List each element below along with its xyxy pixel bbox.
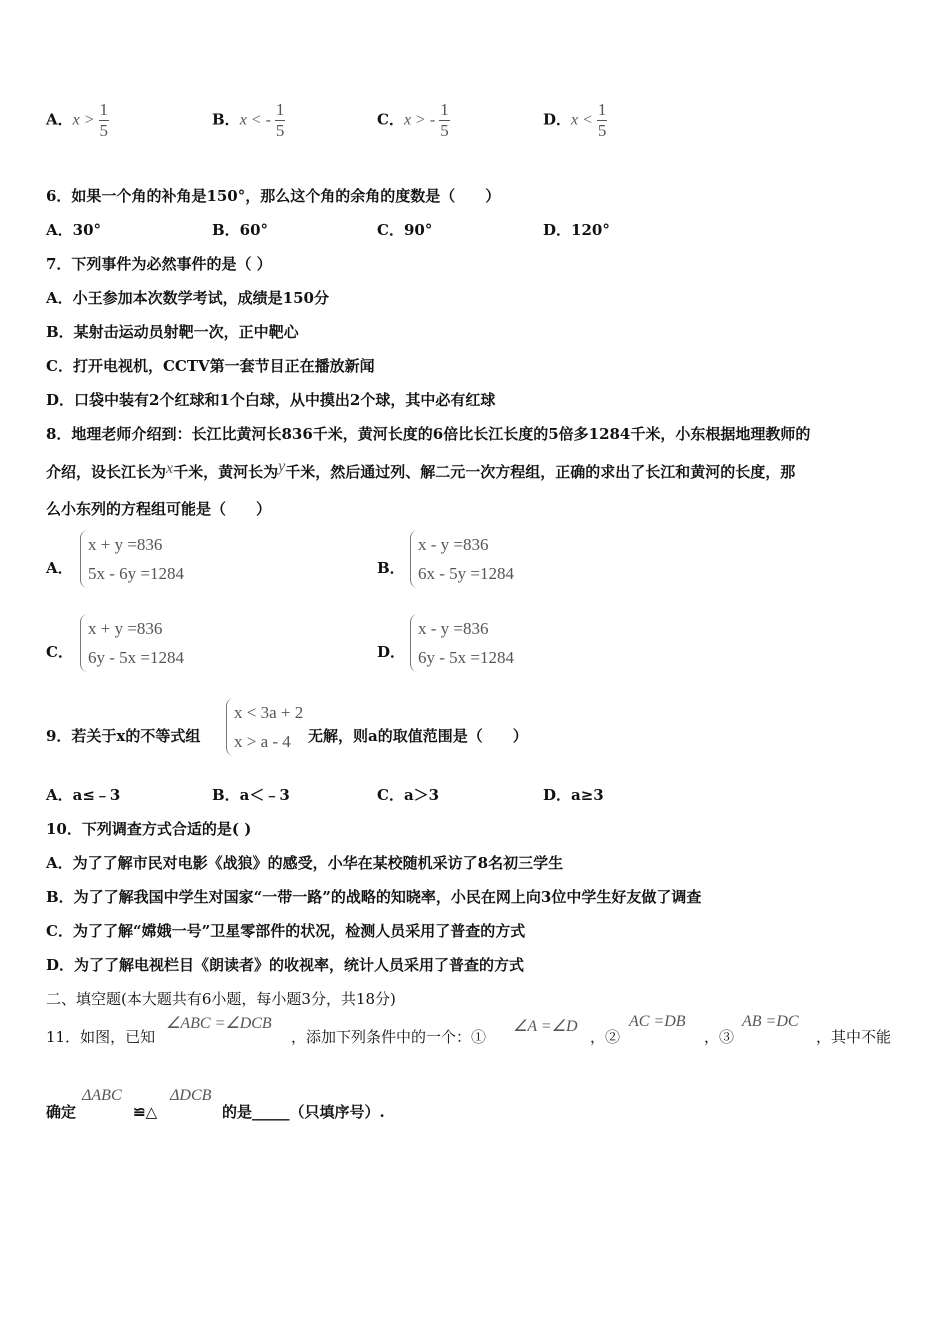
fraction (439, 100, 450, 141)
q11-text-f: 确定 (46, 1103, 77, 1121)
q11-text-g: ≌△ (133, 1103, 158, 1121)
q5-option-d (543, 100, 607, 141)
option-expr: x < (571, 111, 597, 129)
q9-stem-a: 9．若关于x的不等式组 (46, 727, 201, 745)
q8-option-a-system (80, 530, 184, 588)
inequality: x > a - 4 (234, 732, 291, 751)
fraction (99, 100, 110, 141)
fraction (275, 100, 286, 141)
q8-option-d-label: D． (377, 643, 406, 661)
q11-text-h: 的是_____（只填序号）. (222, 1103, 385, 1121)
fraction-numerator: 1 (275, 100, 285, 119)
equation: x - y =836 (418, 619, 489, 638)
equation: 5x - 6y =1284 (88, 564, 184, 583)
fraction-numerator: 1 (99, 100, 109, 119)
q7-stem: 7．下列事件为必然事件的是（ ） (46, 255, 272, 273)
option-label: D． (543, 110, 572, 129)
q11-math-2: ∠A =∠D (513, 1018, 578, 1035)
q11-text-d: ，③ (704, 1028, 735, 1046)
option-expr: x < - (239, 111, 275, 129)
q8-option-a-label: A． (46, 559, 73, 577)
q11-math-5: ΔABC (82, 1087, 122, 1104)
equation: 6y - 5x =1284 (418, 648, 514, 667)
q8-option-b-system (410, 530, 514, 588)
q7-option-b: B．某射击运动员射靶一次，正中靶心 (46, 323, 299, 341)
fraction-denominator: 5 (440, 121, 449, 140)
q8-text: 千米，黄河长为 (173, 463, 279, 481)
q9-system (226, 698, 303, 756)
q9-option-a: A．a≤﹣3 (46, 786, 121, 804)
q6-option-c: C．90° (377, 221, 433, 239)
equation: 6x - 5y =1284 (418, 564, 514, 583)
q9-stem-b: 无解，则a的取值范围是（ ） (308, 727, 528, 745)
equation: x + y =836 (88, 535, 163, 554)
q5-option-c (377, 100, 450, 141)
fraction-numerator: 1 (597, 100, 607, 119)
q7-option-a: A．小王参加本次数学考试，成绩是150分 (46, 289, 329, 307)
q6-option-d: D．120° (543, 221, 610, 239)
equation: x - y =836 (418, 535, 489, 554)
q11-math-4: AB =DC (742, 1013, 799, 1030)
q5-option-a (46, 100, 109, 141)
q11-text-c: ，② (590, 1028, 621, 1046)
q8-option-c-system (80, 614, 184, 672)
equation: 6y - 5x =1284 (88, 648, 184, 667)
q8-var-x: x (166, 460, 174, 477)
q11-text-a: 11．如图，已知 (46, 1028, 156, 1046)
q10-option-c: C．为了了解“嫦娥一号”卫星零部件的状况，检测人员采用了普查的方式 (46, 922, 526, 940)
section-title: 二、填空题(本大题共有6小题，每小题3分，共18分) (46, 990, 396, 1008)
q8-stem-line3: 么小东列的方程组可能是（ ） (46, 500, 272, 518)
fraction (597, 100, 608, 141)
fraction-denominator: 5 (597, 121, 607, 140)
q9-option-c: C．a＞3 (377, 786, 440, 804)
q10-option-b: B．为了了解我国中学生对国家“一带一路”的战略的知晓率，小民在网上向3位中学生好友做了调查 (46, 888, 702, 906)
q9-option-d: D．a≥3 (543, 786, 604, 804)
q6-option-b: B．60° (212, 221, 269, 239)
q8-option-b-label: B． (377, 559, 405, 577)
q9-option-b: B．a＜﹣3 (212, 786, 290, 804)
q6-stem: 6．如果一个角的补角是150°，那么这个角的余角的度数是（ ） (46, 187, 501, 205)
q10-option-a: A．为了了解市民对电影《战狼》的感受，小华在某校随机采访了8名初三学生 (46, 854, 564, 872)
q8-option-d-system (410, 614, 514, 672)
option-expr: x > (72, 111, 99, 129)
q11-text-b: ，添加下列条件中的一个：① (291, 1028, 487, 1046)
option-label: A． (46, 110, 73, 129)
q10-option-d: D．为了了解电视栏目《朗读者》的收视率，统计人员采用了普查的方式 (46, 956, 525, 974)
q11-math-1: ∠ABC =∠DCB (166, 1015, 272, 1032)
option-expr: x > - (403, 111, 440, 129)
q8-text: 千米，然后通过列、解二元一次方程组，正确的求出了长江和黄河的长度，那 (285, 463, 796, 481)
q8-text: 介绍，设长江长为 (46, 463, 167, 481)
q8-var-y: y (278, 458, 286, 475)
inequality: x < 3a + 2 (234, 703, 304, 722)
q8-stem-line2 (46, 458, 796, 483)
fraction-denominator: 5 (99, 121, 109, 140)
q7-option-c: C．打开电视机，CCTV第一套节目正在播放新闻 (46, 357, 375, 375)
equation: x + y =836 (88, 619, 163, 638)
q5-option-b (212, 100, 285, 141)
option-label: B． (212, 110, 240, 129)
q7-option-d: D．口袋中装有2个红球和1个白球，从中摸出2个球，其中必有红球 (46, 391, 496, 409)
fraction-numerator: 1 (440, 100, 449, 119)
option-label: C． (377, 110, 404, 129)
q11-math-6: ΔDCB (170, 1087, 212, 1104)
q11-math-3: AC =DB (629, 1013, 686, 1030)
q8-option-c-label: C． (46, 643, 73, 661)
q8-stem-line1: 8．地理老师介绍到：长江比黄河长836千米，黄河长度的6倍比长江长度的5倍多1284千米，小东根据地理教师的 (46, 425, 811, 443)
fraction-denominator: 5 (275, 121, 285, 140)
q10-stem: 10．下列调查方式合适的是( ) (46, 820, 252, 838)
q6-option-a: A．30° (46, 221, 102, 239)
q11-text-e: ，其中不能 (816, 1028, 892, 1046)
